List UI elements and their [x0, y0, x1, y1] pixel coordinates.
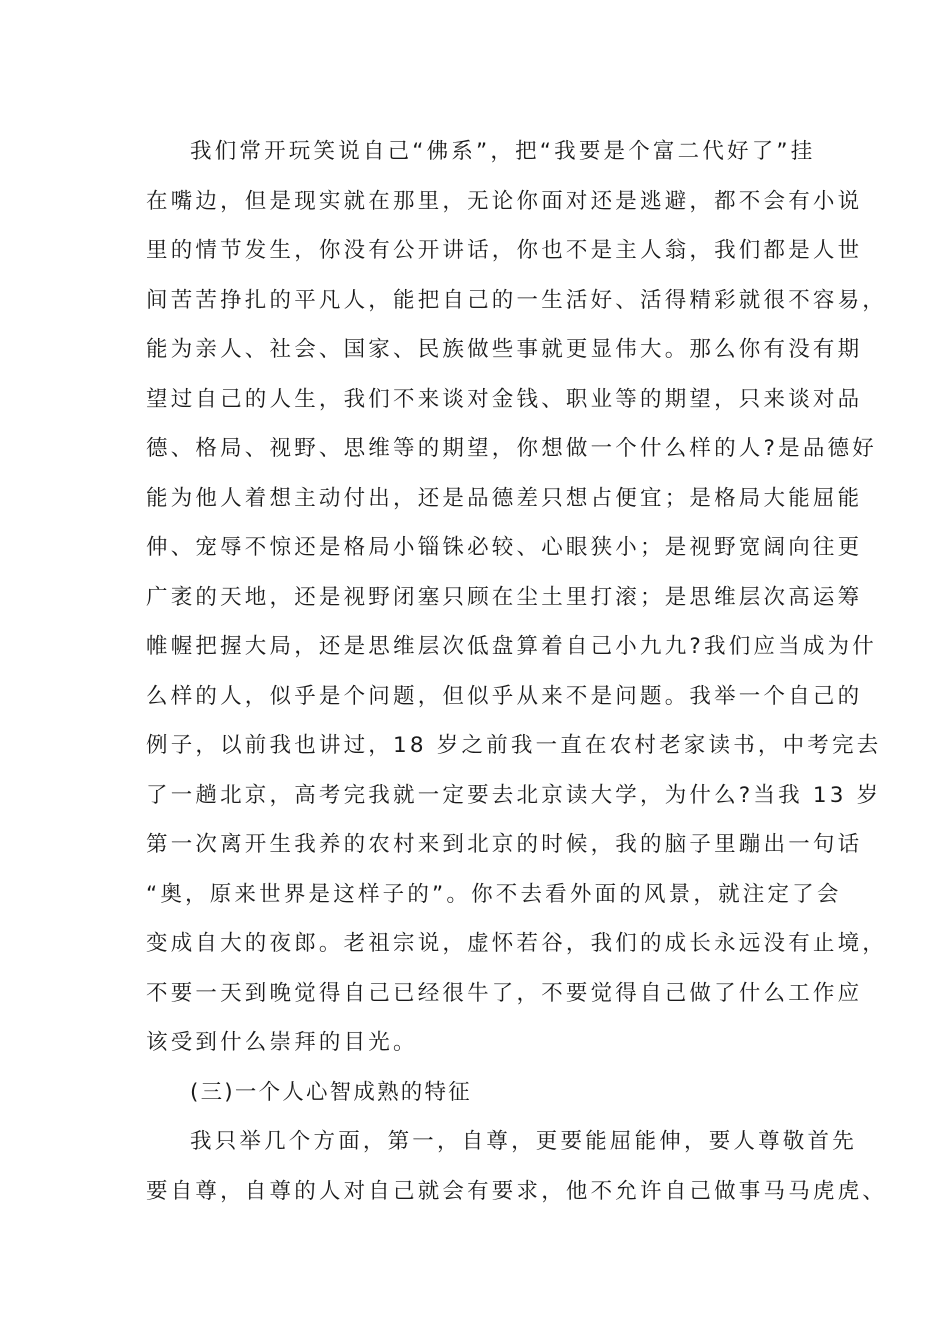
paragraph-1-line-4: 间苦苦挣扎的平凡人，能把自己的一生活好、活得精彩就很不容易， — [146, 288, 888, 313]
paragraph-1-line-7: 德、格局、视野、思维等的期望，你想做一个什么样的人?是品德好 — [146, 436, 877, 461]
paragraph-1-line-12: 么样的人，似乎是个问题，但似乎从来不是问题。我举一个自己的 — [146, 684, 863, 709]
paragraph-1-line-17: 变成自大的夜郎。老祖宗说，虚怀若谷，我们的成长永远没有止境， — [146, 931, 888, 956]
paragraph-1-line-13: 例子，以前我也讲过，18 岁之前我一直在农村老家读书，中考完去 — [146, 733, 882, 758]
paragraph-1-line-6: 望过自己的人生，我们不来谈对金钱、职业等的期望，只来谈对品 — [146, 387, 863, 412]
paragraph-1-line-19: 该受到什么崇拜的目光。 — [146, 1030, 418, 1055]
paragraph-1-line-3: 里的情节发生，你没有公开讲话，你也不是主人翁，我们都是人世 — [146, 238, 863, 263]
paragraph-1-line-16: “奥，原来世界是这样子的”。你不去看外面的风景，就注定了会 — [146, 882, 842, 907]
paragraph-1-line-8: 能为他人着想主动付出，还是品德差只想占便宜；是格局大能屈能 — [146, 486, 863, 511]
paragraph-1-line-10: 广袤的天地，还是视野闭塞只顾在尘土里打滚；是思维层次高运筹 — [146, 585, 863, 610]
paragraph-1-line-18: 不要一天到晚觉得自己已经很牛了，不要觉得自己做了什么工作应 — [146, 981, 863, 1006]
paragraph-1-line-11: 帷幄把握大局，还是思维层次低盘算着自己小九九?我们应当成为什 — [146, 634, 877, 659]
paragraph-2-line-1: 我只举几个方面，第一，自尊，更要能屈能伸，要人尊敬首先 — [190, 1129, 857, 1154]
paragraph-1-line-9: 伸、宠辱不惊还是格局小锱铢必较、心眼狭小；是视野宽阔向往更 — [146, 535, 863, 560]
section-heading: (三)一个人心智成熟的特征 — [190, 1080, 472, 1105]
paragraph-2-line-2: 要自尊，自尊的人对自己就会有要求，他不允许自己做事马马虎虎、 — [146, 1179, 888, 1204]
paragraph-1-line-14: 了一趟北京，高考完我就一定要去北京读大学，为什么?当我 13 岁 — [146, 783, 882, 808]
paragraph-1-line-15: 第一次离开生我养的农村来到北京的时候，我的脑子里蹦出一句话 — [146, 832, 863, 857]
paragraph-1-line-2: 在嘴边，但是现实就在那里，无论你面对还是逃避，都不会有小说 — [146, 189, 863, 214]
paragraph-1-line-5: 能为亲人、社会、国家、民族做些事就更显伟大。那么你有没有期 — [146, 337, 863, 362]
paragraph-1-line-1: 我们常开玩笑说自己“佛系”，把“我要是个富二代好了”挂 — [190, 139, 816, 164]
